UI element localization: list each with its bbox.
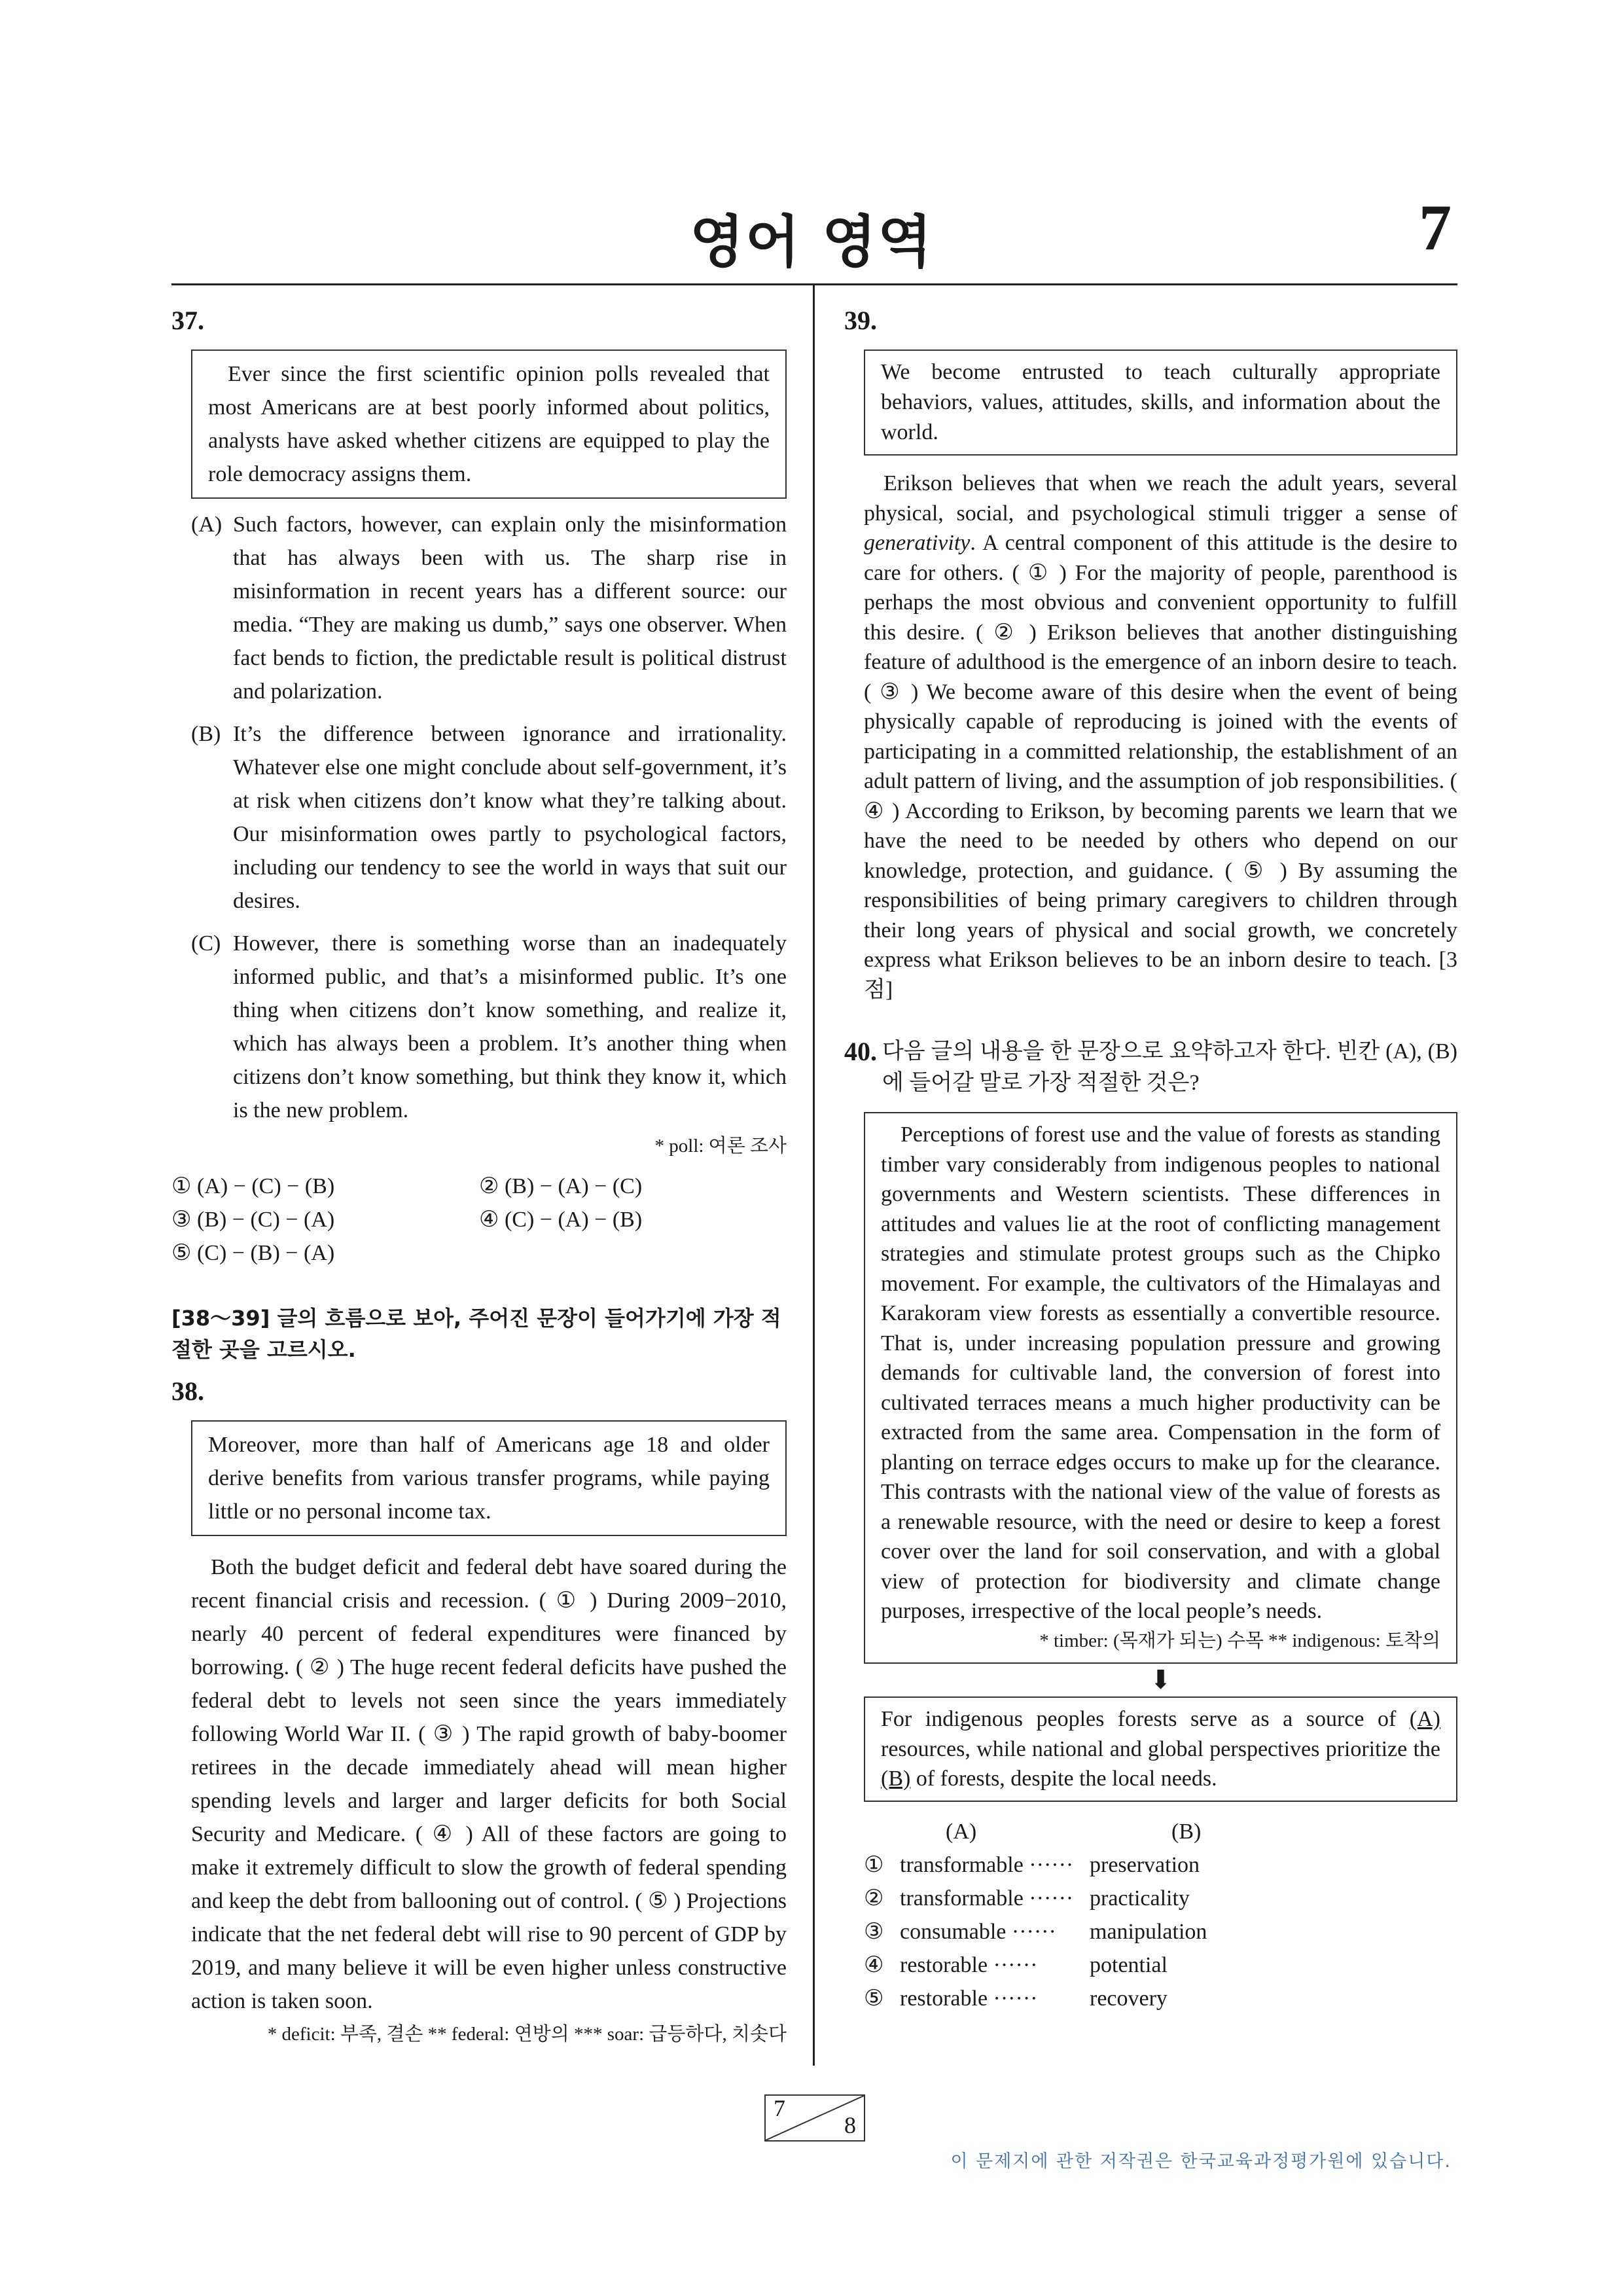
q37-given-box: Ever since the first scientific opinion polls revealed that most Americans are at best poorly informed about politics, analysts have asked whether citizens are equipped to play the role democracy assigns them. bbox=[191, 350, 787, 499]
choice-1[interactable]: ① (A) − (C) − (B) bbox=[171, 1174, 335, 1198]
passage-text: Erikson believes that when we reach the adult years, several physical, social, and psychological stimuli trigger a sense of bbox=[864, 471, 1457, 526]
summary-text: resources, while national and global perspectives prioritize the bbox=[881, 1736, 1440, 1761]
choice-b: preservation bbox=[1090, 1852, 1200, 1877]
passage-text: However, there is something worse than an inadequately informed public, and that’s a misinformed public. It’s one thing when citizens don’t know something, and realize it, which has always been a problem. It’s another thing when citizens don’t know something, but think they know it, which is the new problem. bbox=[233, 931, 787, 1122]
blank-a: (A) bbox=[1409, 1707, 1440, 1731]
page-indicator bbox=[764, 2094, 865, 2142]
choice-a: consumable ······ bbox=[900, 1919, 1056, 1944]
choice-4[interactable]: ④ (C) − (A) − (B) bbox=[479, 1208, 643, 1232]
q37-passage-b bbox=[191, 717, 787, 918]
q38-passage: Both the budget deficit and federal debt have soared during the recent financial crisis and recession. ( ① ) During 2009−2010, nearly 40 percent of federal expenditures were financed by borrowing. ( ② ) The huge recent federal deficits have pushed the federal debt to levels not seen since the years immediately following World War II. ( ③ ) The rapid growth of baby-boomer retirees in the decade immediately ahead will mean higher spending levels and larger and larger deficits for both Social Security and Medicare. ( ④ ) All of these factors are going to make it extremely difficult to slow the growth of federal spending and keep the debt from ballooning out of control. ( ⑤ ) Projections indicate that the net federal debt will rise to 90 percent of GDP by 2019, and many believe it will be even higher unless constructive action is taken soon. bbox=[191, 1555, 787, 2013]
q37-footnote: * poll: 여론 조사 bbox=[654, 1136, 787, 1157]
q37-choices bbox=[171, 1170, 787, 1270]
choice-number: ④ bbox=[864, 1952, 884, 1977]
choice-2[interactable] bbox=[864, 1882, 1457, 1915]
q37-passage-c bbox=[191, 927, 787, 1127]
choice-a: restorable ······ bbox=[900, 1952, 1038, 1977]
choices-header bbox=[864, 1815, 1457, 1848]
choice-number: ③ bbox=[864, 1919, 884, 1944]
down-arrow-icon: ⬇ bbox=[1149, 1665, 1172, 1695]
summary-text: For indigenous peoples forests serve as a source of bbox=[881, 1707, 1410, 1731]
choice-b: recovery bbox=[1090, 1986, 1168, 2011]
section-title: 영어 영역 bbox=[689, 209, 934, 275]
q39-passage bbox=[864, 469, 1457, 1005]
instruction-38-39: [38～39] 글의 흐름으로 보아, 주어진 문장이 들어가기에 가장 적절한 곳을 고르시오. bbox=[171, 1306, 781, 1362]
total-pages: 8 bbox=[844, 2112, 856, 2138]
q38-given-box: Moreover, more than half of Americans age 18 and older derive benefits from various transfer programs, while paying little or no personal income tax. bbox=[191, 1420, 787, 1536]
column-b-header: (B) bbox=[1171, 1819, 1202, 1844]
q40-header bbox=[844, 1036, 1457, 1099]
choice-b: potential bbox=[1090, 1952, 1168, 1977]
right-column bbox=[844, 301, 1457, 2015]
page-number: 7 bbox=[1419, 191, 1452, 264]
q40-summary-box bbox=[864, 1696, 1457, 1802]
passage-label: (C) bbox=[191, 931, 221, 956]
choice-a: restorable ······ bbox=[900, 1986, 1038, 2011]
passage-text: . A central component of this attitude is the desire to care for others. ( ① ) For the majority of people, parenthood is perhaps the most obvious and convenient opportunity to fulfill this desire. ( ② ) Erikson believes that another distinguishing feature of adulthood is the emergence of an inborn desire to teach. ( ③ ) We become aware of this desire when the event of being physically capable of reproducing is joined with the events of participating in a committed relationship, the establishment of an adult pattern of living, and the assumption of job responsibilities. ( ④ ) According to Erikson, by becoming parents we learn that we have the need to be needed by others who depend on our knowledge, protection, and guidance. ( ⑤ ) By assuming the responsibilities of being primary caregivers to children through their long years of physical and social growth, we concretely express what Erikson believes to be an inborn desire to teach. [3점] bbox=[864, 531, 1457, 1002]
choice-5[interactable]: ⑤ (C) − (B) − (A) bbox=[171, 1241, 335, 1265]
choice-a: transformable ······ bbox=[900, 1886, 1074, 1910]
question-number-39: 39. bbox=[844, 306, 877, 335]
passage-text: Such factors, however, can explain only the misinformation that has always been with us. The sharp rise in misinformation in recent years has a different source: our media. “They are making us dumb,” says one observer. When fact bends to fiction, the predictable result is political distrust and polarization. bbox=[233, 512, 787, 704]
question-number-37: 37. bbox=[171, 306, 204, 335]
passage-emphasis: generativity bbox=[864, 531, 971, 555]
q40-passage: Perceptions of forest use and the value of forests as standing timber vary considerably from indigenous peoples to national governments and Western scientists. These differences in attitudes and values lie at the root of conflicting management strategies and stimulate protest groups such as the Chipko movement. For example, the cultivators of the Himalayas and Karakoram view forests as essentially a convertible resource. That is, under increasing population pressure and growing demands for cultivable land, the conversion of forest into cultivated terraces means a much higher productivity can be extracted from the same area. Compensation in the form of planting on terrace edges occurs to make up for the clearance. This contrasts with the national view of the value of forests as a renewable resource, with the need or desire to keep a forest cover over the land for soil conservation, and with a global view of protection for biodiversity and climate change purposes, irrespective of the local people’s needs. bbox=[881, 1122, 1440, 1623]
passage-label: (A) bbox=[191, 512, 223, 537]
q38-footnote: * deficit: 부족, 결손 ** federal: 연방의 *** soar: 급등하다, 치솟다 bbox=[267, 2024, 787, 2045]
choice-1[interactable] bbox=[864, 1848, 1457, 1882]
left-column bbox=[171, 301, 787, 2051]
choice-4[interactable] bbox=[864, 1948, 1457, 1982]
q40-choices bbox=[864, 1815, 1457, 2015]
current-page: 7 bbox=[774, 2095, 785, 2121]
choice-number: ① bbox=[864, 1852, 884, 1877]
choice-3[interactable]: ③ (B) − (C) − (A) bbox=[171, 1208, 335, 1232]
q40-footnote: * timber: (목재가 되는) 수목 ** indigenous: 토착의 bbox=[1039, 1630, 1440, 1651]
column-a-header: (A) bbox=[946, 1819, 977, 1844]
blank-b: (B) bbox=[881, 1767, 911, 1791]
choice-number: ⑤ bbox=[864, 1986, 884, 2011]
choice-a: transformable ······ bbox=[900, 1852, 1074, 1877]
question-number-40: 40. bbox=[844, 1037, 877, 1066]
q40-question: 다음 글의 내용을 한 문장으로 요약하고자 한다. 빈칸 (A), (B)에 들어갈 말로 가장 적절한 것은? bbox=[882, 1039, 1457, 1095]
q37-passage-a bbox=[191, 508, 787, 708]
q39-given-box: We become entrusted to teach culturally appropriate behaviors, values, attitudes, skills, and information about the world. bbox=[864, 350, 1457, 456]
choice-2[interactable]: ② (B) − (A) − (C) bbox=[479, 1174, 643, 1198]
question-number-38: 38. bbox=[171, 1376, 204, 1406]
column-divider bbox=[813, 285, 815, 2066]
choice-number: ② bbox=[864, 1886, 884, 1910]
choice-3[interactable] bbox=[864, 1915, 1457, 1948]
choice-b: manipulation bbox=[1090, 1919, 1207, 1944]
copyright-notice: 이 문제지에 관한 저작권은 한국교육과정평가원에 있습니다. bbox=[950, 2151, 1452, 2172]
passage-text: It’s the difference between ignorance and irrationality. Whatever else one might conclude about self-government, it’s at risk when citizens don’t know what they’re talking about. Our misinformation owes partly to psychological factors, including our tendency to see the world in ways that suit our desires. bbox=[233, 722, 787, 913]
passage-label: (B) bbox=[191, 722, 221, 746]
choice-b: practicality bbox=[1090, 1886, 1190, 1910]
choice-5[interactable] bbox=[864, 1982, 1457, 2015]
q40-passage-box bbox=[864, 1112, 1457, 1664]
summary-text: of forests, despite the local needs. bbox=[910, 1767, 1217, 1791]
q37-passages bbox=[191, 508, 787, 1163]
